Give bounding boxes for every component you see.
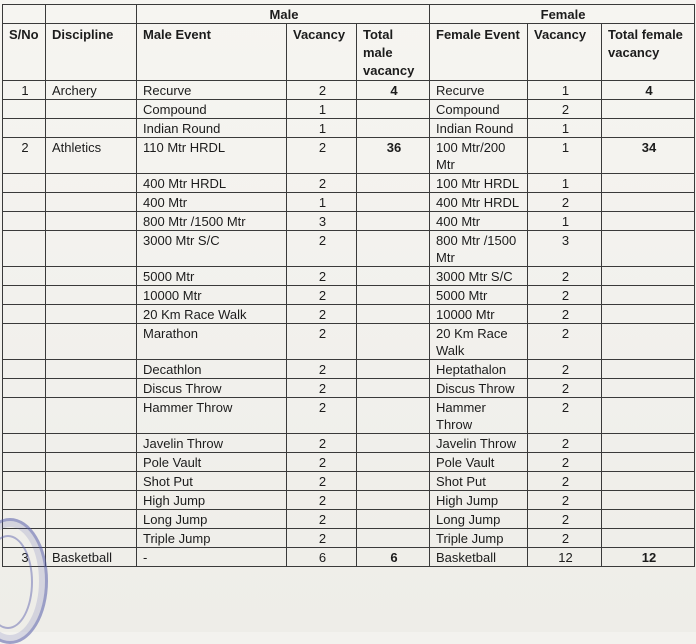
female-vacancy-cell: 1	[528, 174, 602, 193]
discipline-cell	[46, 286, 137, 305]
total-male-vacancy-cell	[357, 119, 430, 138]
total-female-vacancy-cell	[602, 472, 695, 491]
sno-cell	[3, 212, 46, 231]
male-event-cell: 400 Mtr HRDL	[137, 174, 287, 193]
table-body	[3, 81, 695, 567]
discipline-cell	[46, 231, 137, 267]
sno-cell	[3, 193, 46, 212]
table-row	[3, 398, 695, 434]
female-event-cell: Pole Vault	[430, 453, 528, 472]
sno-cell	[3, 305, 46, 324]
total-female-vacancy-cell	[602, 212, 695, 231]
male-event-cell: Hammer Throw	[137, 398, 287, 434]
female-vacancy-cell: 2	[528, 305, 602, 324]
total-female-vacancy-cell	[602, 510, 695, 529]
sno-header: S/No	[3, 24, 46, 81]
female-vacancy-cell: 2	[528, 529, 602, 548]
discipline-cell	[46, 212, 137, 231]
table-row	[3, 231, 695, 267]
table-row	[3, 548, 695, 567]
total-female-vacancy-header: Total female vacancy	[602, 24, 695, 81]
table-row	[3, 510, 695, 529]
female-vacancy-header: Vacancy	[528, 24, 602, 81]
female-vacancy-cell: 2	[528, 324, 602, 360]
female-event-cell: 100 Mtr/200 Mtr	[430, 138, 528, 174]
male-vacancy-cell: 2	[287, 138, 357, 174]
table-row	[3, 174, 695, 193]
female-vacancy-cell: 2	[528, 360, 602, 379]
discipline-cell	[46, 529, 137, 548]
sno-cell	[3, 100, 46, 119]
discipline-cell	[46, 379, 137, 398]
total-male-vacancy-cell	[357, 379, 430, 398]
female-vacancy-cell: 2	[528, 491, 602, 510]
discipline-cell	[46, 434, 137, 453]
table-row	[3, 119, 695, 138]
vacancy-table	[2, 4, 695, 567]
female-vacancy-cell: 3	[528, 231, 602, 267]
total-female-vacancy-cell: 34	[602, 138, 695, 174]
male-event-cell: 110 Mtr HRDL	[137, 138, 287, 174]
male-vacancy-cell: 3	[287, 212, 357, 231]
sno-cell	[3, 453, 46, 472]
sno-cell: 1	[3, 81, 46, 100]
sno-cell	[3, 174, 46, 193]
table-row	[3, 305, 695, 324]
table-row	[3, 212, 695, 231]
male-event-cell: High Jump	[137, 491, 287, 510]
table-row	[3, 491, 695, 510]
male-event-cell: Javelin Throw	[137, 434, 287, 453]
male-event-cell: Long Jump	[137, 510, 287, 529]
discipline-cell	[46, 398, 137, 434]
male-vacancy-cell: 2	[287, 379, 357, 398]
female-event-cell: Heptathalon	[430, 360, 528, 379]
female-event-cell: 3000 Mtr S/C	[430, 267, 528, 286]
total-male-vacancy-cell	[357, 267, 430, 286]
female-vacancy-cell: 1	[528, 119, 602, 138]
table-row	[3, 286, 695, 305]
male-event-cell: Triple Jump	[137, 529, 287, 548]
sno-cell	[3, 267, 46, 286]
total-female-vacancy-cell	[602, 286, 695, 305]
sno-cell: 2	[3, 138, 46, 174]
female-event-cell: High Jump	[430, 491, 528, 510]
discipline-cell: Basketball	[46, 548, 137, 567]
table-row	[3, 100, 695, 119]
total-female-vacancy-cell	[602, 324, 695, 360]
sno-cell	[3, 434, 46, 453]
female-event-cell: Javelin Throw	[430, 434, 528, 453]
total-male-vacancy-cell	[357, 491, 430, 510]
total-female-vacancy-cell	[602, 360, 695, 379]
male-vacancy-cell: 2	[287, 267, 357, 286]
male-event-cell: Indian Round	[137, 119, 287, 138]
total-female-vacancy-cell	[602, 491, 695, 510]
total-male-vacancy-cell	[357, 324, 430, 360]
total-male-vacancy-cell	[357, 360, 430, 379]
male-event-cell: Recurve	[137, 81, 287, 100]
female-vacancy-cell: 2	[528, 434, 602, 453]
group-spacer	[46, 5, 137, 24]
female-group-header: Female	[430, 5, 695, 24]
female-event-cell: 100 Mtr HRDL	[430, 174, 528, 193]
male-event-cell: 3000 Mtr S/C	[137, 231, 287, 267]
female-event-header: Female Event	[430, 24, 528, 81]
female-event-cell: Long Jump	[430, 510, 528, 529]
male-group-header: Male	[137, 5, 430, 24]
total-male-vacancy-cell	[357, 398, 430, 434]
total-female-vacancy-cell	[602, 434, 695, 453]
total-male-vacancy-cell: 4	[357, 81, 430, 100]
male-vacancy-cell: 2	[287, 174, 357, 193]
column-header-row	[3, 24, 695, 81]
male-event-cell: Decathlon	[137, 360, 287, 379]
sno-cell	[3, 398, 46, 434]
female-event-cell: Basketball	[430, 548, 528, 567]
male-event-cell: 10000 Mtr	[137, 286, 287, 305]
female-event-cell: Discus Throw	[430, 379, 528, 398]
discipline-cell	[46, 491, 137, 510]
female-vacancy-cell: 2	[528, 286, 602, 305]
table-row	[3, 138, 695, 174]
total-female-vacancy-cell	[602, 267, 695, 286]
female-event-cell: 400 Mtr HRDL	[430, 193, 528, 212]
total-male-vacancy-cell: 36	[357, 138, 430, 174]
total-male-vacancy-cell	[357, 100, 430, 119]
male-event-cell: 800 Mtr /1500 Mtr	[137, 212, 287, 231]
table-row	[3, 267, 695, 286]
female-event-cell: Compound	[430, 100, 528, 119]
table-row	[3, 324, 695, 360]
female-event-cell: 10000 Mtr	[430, 305, 528, 324]
male-vacancy-cell: 2	[287, 472, 357, 491]
male-event-cell: 5000 Mtr	[137, 267, 287, 286]
total-male-vacancy-cell	[357, 174, 430, 193]
female-vacancy-cell: 2	[528, 453, 602, 472]
total-male-vacancy-cell	[357, 529, 430, 548]
discipline-cell	[46, 472, 137, 491]
total-male-vacancy-cell	[357, 305, 430, 324]
female-vacancy-cell: 1	[528, 138, 602, 174]
male-event-cell: Shot Put	[137, 472, 287, 491]
discipline-cell	[46, 119, 137, 138]
total-female-vacancy-cell	[602, 174, 695, 193]
sno-cell	[3, 510, 46, 529]
discipline-cell	[46, 174, 137, 193]
total-female-vacancy-cell: 12	[602, 548, 695, 567]
male-event-cell: Marathon	[137, 324, 287, 360]
total-female-vacancy-cell	[602, 119, 695, 138]
male-vacancy-cell: 2	[287, 360, 357, 379]
total-male-vacancy-cell	[357, 212, 430, 231]
group-header-row	[3, 5, 695, 24]
male-vacancy-cell: 2	[287, 324, 357, 360]
male-event-cell: Pole Vault	[137, 453, 287, 472]
female-event-cell: 5000 Mtr	[430, 286, 528, 305]
sno-cell	[3, 529, 46, 548]
male-vacancy-cell: 2	[287, 286, 357, 305]
discipline-cell	[46, 360, 137, 379]
total-female-vacancy-cell	[602, 100, 695, 119]
discipline-cell	[46, 324, 137, 360]
table-row	[3, 81, 695, 100]
table-row	[3, 453, 695, 472]
female-event-cell: Recurve	[430, 81, 528, 100]
discipline-cell	[46, 193, 137, 212]
total-male-vacancy-cell	[357, 286, 430, 305]
total-male-vacancy-cell	[357, 510, 430, 529]
female-event-cell: 20 Km Race Walk	[430, 324, 528, 360]
total-male-vacancy-cell	[357, 453, 430, 472]
table-row	[3, 529, 695, 548]
male-vacancy-header: Vacancy	[287, 24, 357, 81]
male-vacancy-cell: 2	[287, 453, 357, 472]
total-male-vacancy-cell	[357, 193, 430, 212]
male-event-cell: Discus Throw	[137, 379, 287, 398]
female-vacancy-cell: 2	[528, 193, 602, 212]
male-event-header: Male Event	[137, 24, 287, 81]
male-vacancy-cell: 1	[287, 100, 357, 119]
female-event-cell: Triple Jump	[430, 529, 528, 548]
female-vacancy-cell: 1	[528, 212, 602, 231]
total-female-vacancy-cell	[602, 398, 695, 434]
total-female-vacancy-cell	[602, 529, 695, 548]
discipline-cell: Athletics	[46, 138, 137, 174]
table-row	[3, 360, 695, 379]
total-female-vacancy-cell: 4	[602, 81, 695, 100]
total-female-vacancy-cell	[602, 193, 695, 212]
total-male-vacancy-cell	[357, 472, 430, 491]
total-male-vacancy-cell: 6	[357, 548, 430, 567]
male-event-cell: Compound	[137, 100, 287, 119]
sno-cell	[3, 379, 46, 398]
male-event-cell: 20 Km Race Walk	[137, 305, 287, 324]
discipline-cell	[46, 510, 137, 529]
table-row	[3, 193, 695, 212]
male-vacancy-cell: 2	[287, 81, 357, 100]
female-event-cell: Hammer Throw	[430, 398, 528, 434]
sno-cell	[3, 119, 46, 138]
female-vacancy-cell: 1	[528, 81, 602, 100]
total-female-vacancy-cell	[602, 305, 695, 324]
table-row	[3, 379, 695, 398]
table-row	[3, 434, 695, 453]
total-male-vacancy-cell	[357, 231, 430, 267]
sno-cell	[3, 324, 46, 360]
female-vacancy-cell: 2	[528, 100, 602, 119]
sno-cell: 3	[3, 548, 46, 567]
female-event-cell: Indian Round	[430, 119, 528, 138]
discipline-cell	[46, 267, 137, 286]
female-vacancy-cell: 2	[528, 379, 602, 398]
female-vacancy-cell: 2	[528, 472, 602, 491]
male-vacancy-cell: 2	[287, 491, 357, 510]
female-vacancy-cell: 12	[528, 548, 602, 567]
total-male-vacancy-header: Total male vacancy	[357, 24, 430, 81]
female-vacancy-cell: 2	[528, 510, 602, 529]
total-female-vacancy-cell	[602, 231, 695, 267]
female-vacancy-cell: 2	[528, 398, 602, 434]
sno-cell	[3, 491, 46, 510]
male-vacancy-cell: 2	[287, 398, 357, 434]
discipline-cell: Archery	[46, 81, 137, 100]
male-vacancy-cell: 6	[287, 548, 357, 567]
male-vacancy-cell: 2	[287, 305, 357, 324]
male-event-cell: -	[137, 548, 287, 567]
male-vacancy-cell: 2	[287, 434, 357, 453]
sno-cell	[3, 231, 46, 267]
discipline-cell	[46, 453, 137, 472]
table-row	[3, 472, 695, 491]
male-vacancy-cell: 2	[287, 529, 357, 548]
sno-cell	[3, 286, 46, 305]
male-vacancy-cell: 2	[287, 231, 357, 267]
female-event-cell: 400 Mtr	[430, 212, 528, 231]
discipline-cell	[46, 305, 137, 324]
total-female-vacancy-cell	[602, 453, 695, 472]
female-vacancy-cell: 2	[528, 267, 602, 286]
total-male-vacancy-cell	[357, 434, 430, 453]
group-spacer	[3, 5, 46, 24]
total-female-vacancy-cell	[602, 379, 695, 398]
female-event-cell: 800 Mtr /1500 Mtr	[430, 231, 528, 267]
sno-cell	[3, 360, 46, 379]
discipline-header: Discipline	[46, 24, 137, 81]
sno-cell	[3, 472, 46, 491]
male-event-cell: 400 Mtr	[137, 193, 287, 212]
discipline-cell	[46, 100, 137, 119]
male-vacancy-cell: 2	[287, 510, 357, 529]
female-event-cell: Shot Put	[430, 472, 528, 491]
male-vacancy-cell: 1	[287, 193, 357, 212]
male-vacancy-cell: 1	[287, 119, 357, 138]
